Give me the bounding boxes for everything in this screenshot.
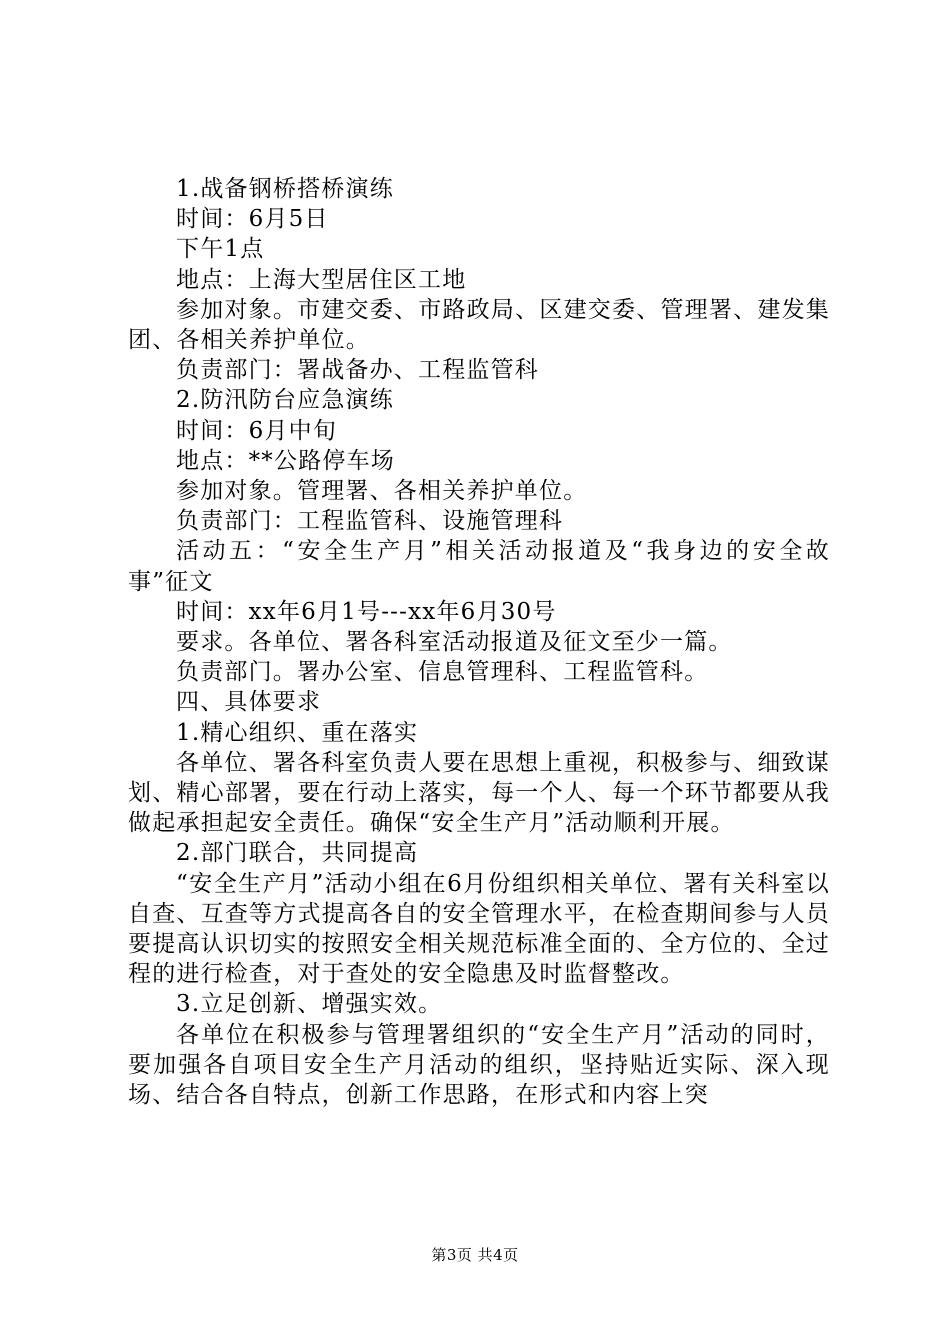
subheading: 1.精心组织、重在落实 [176, 719, 419, 746]
paragraph: 时间：xx年6月1号---xx年6月30号 [176, 598, 557, 625]
paragraph: 要求。各单位、署各科室活动报道及征文至少一篇。 [176, 629, 733, 656]
paragraph: 时间：6月中旬 [176, 417, 338, 444]
paragraph: 各单位、署各科室负责人要在思想上重视，积极参与、细致谋划、精心部署，要在行动上落实，每一个人、每一个环节都要从我做起承担起安全责任。确保“安全生产月”活动顺利开展。 [128, 749, 830, 837]
section-heading: 四、具体要求 [176, 689, 322, 716]
paragraph: 参加对象。市建交委、市路政局、区建交委、管理署、建发集团、各相关养护单位。 [128, 296, 830, 354]
paragraph: 下午1点 [176, 236, 265, 263]
paragraph: 各单位在积极参与管理署组织的“安全生产月”活动的同时，要加强各自项目安全生产月活动的组织，坚持贴近实际、深入现场、结合各自特点，创新工作思路，在形式和内容上突 [128, 1021, 830, 1109]
paragraph: 2.防汛防台应急演练 [176, 387, 394, 414]
paragraph: 参加对象。管理署、各相关养护单位。 [176, 478, 588, 505]
paragraph: 地点：上海大型居住区工地 [176, 266, 467, 293]
paragraph: 地点：**公路停车场 [176, 447, 395, 474]
subheading: 3.立足创新、增强实效。 [176, 991, 443, 1018]
paragraph: 1.战备钢桥搭桥演练 [176, 176, 394, 202]
paragraph: 活动五：“安全生产月”相关活动报道及“我身边的安全故事”征文 [128, 538, 830, 595]
subheading: 2.部门联合，共同提高 [176, 840, 419, 867]
paragraph: 负责部门：署战备办、工程监管科 [176, 357, 539, 384]
paragraph: 负责部门：工程监管科、设施管理科 [176, 508, 564, 535]
paragraph: 负责部门。署办公室、信息管理科、工程监管科。 [176, 659, 709, 686]
paragraph: 时间：6月5日 [176, 206, 329, 233]
paragraph: “安全生产月”活动小组在6月份组织相关单位、署有关科室以自查、互查等方式提高各自的安全管理水平，在检查期间参与人员要提高认识切实的按照安全相关规范标准全面的、全方位的、全过程的进行检查，对于查处的安全隐患及时监督整改。 [128, 870, 830, 988]
document-body [128, 174, 830, 1110]
page-footer: 第3页 共4页 [431, 1246, 519, 1264]
